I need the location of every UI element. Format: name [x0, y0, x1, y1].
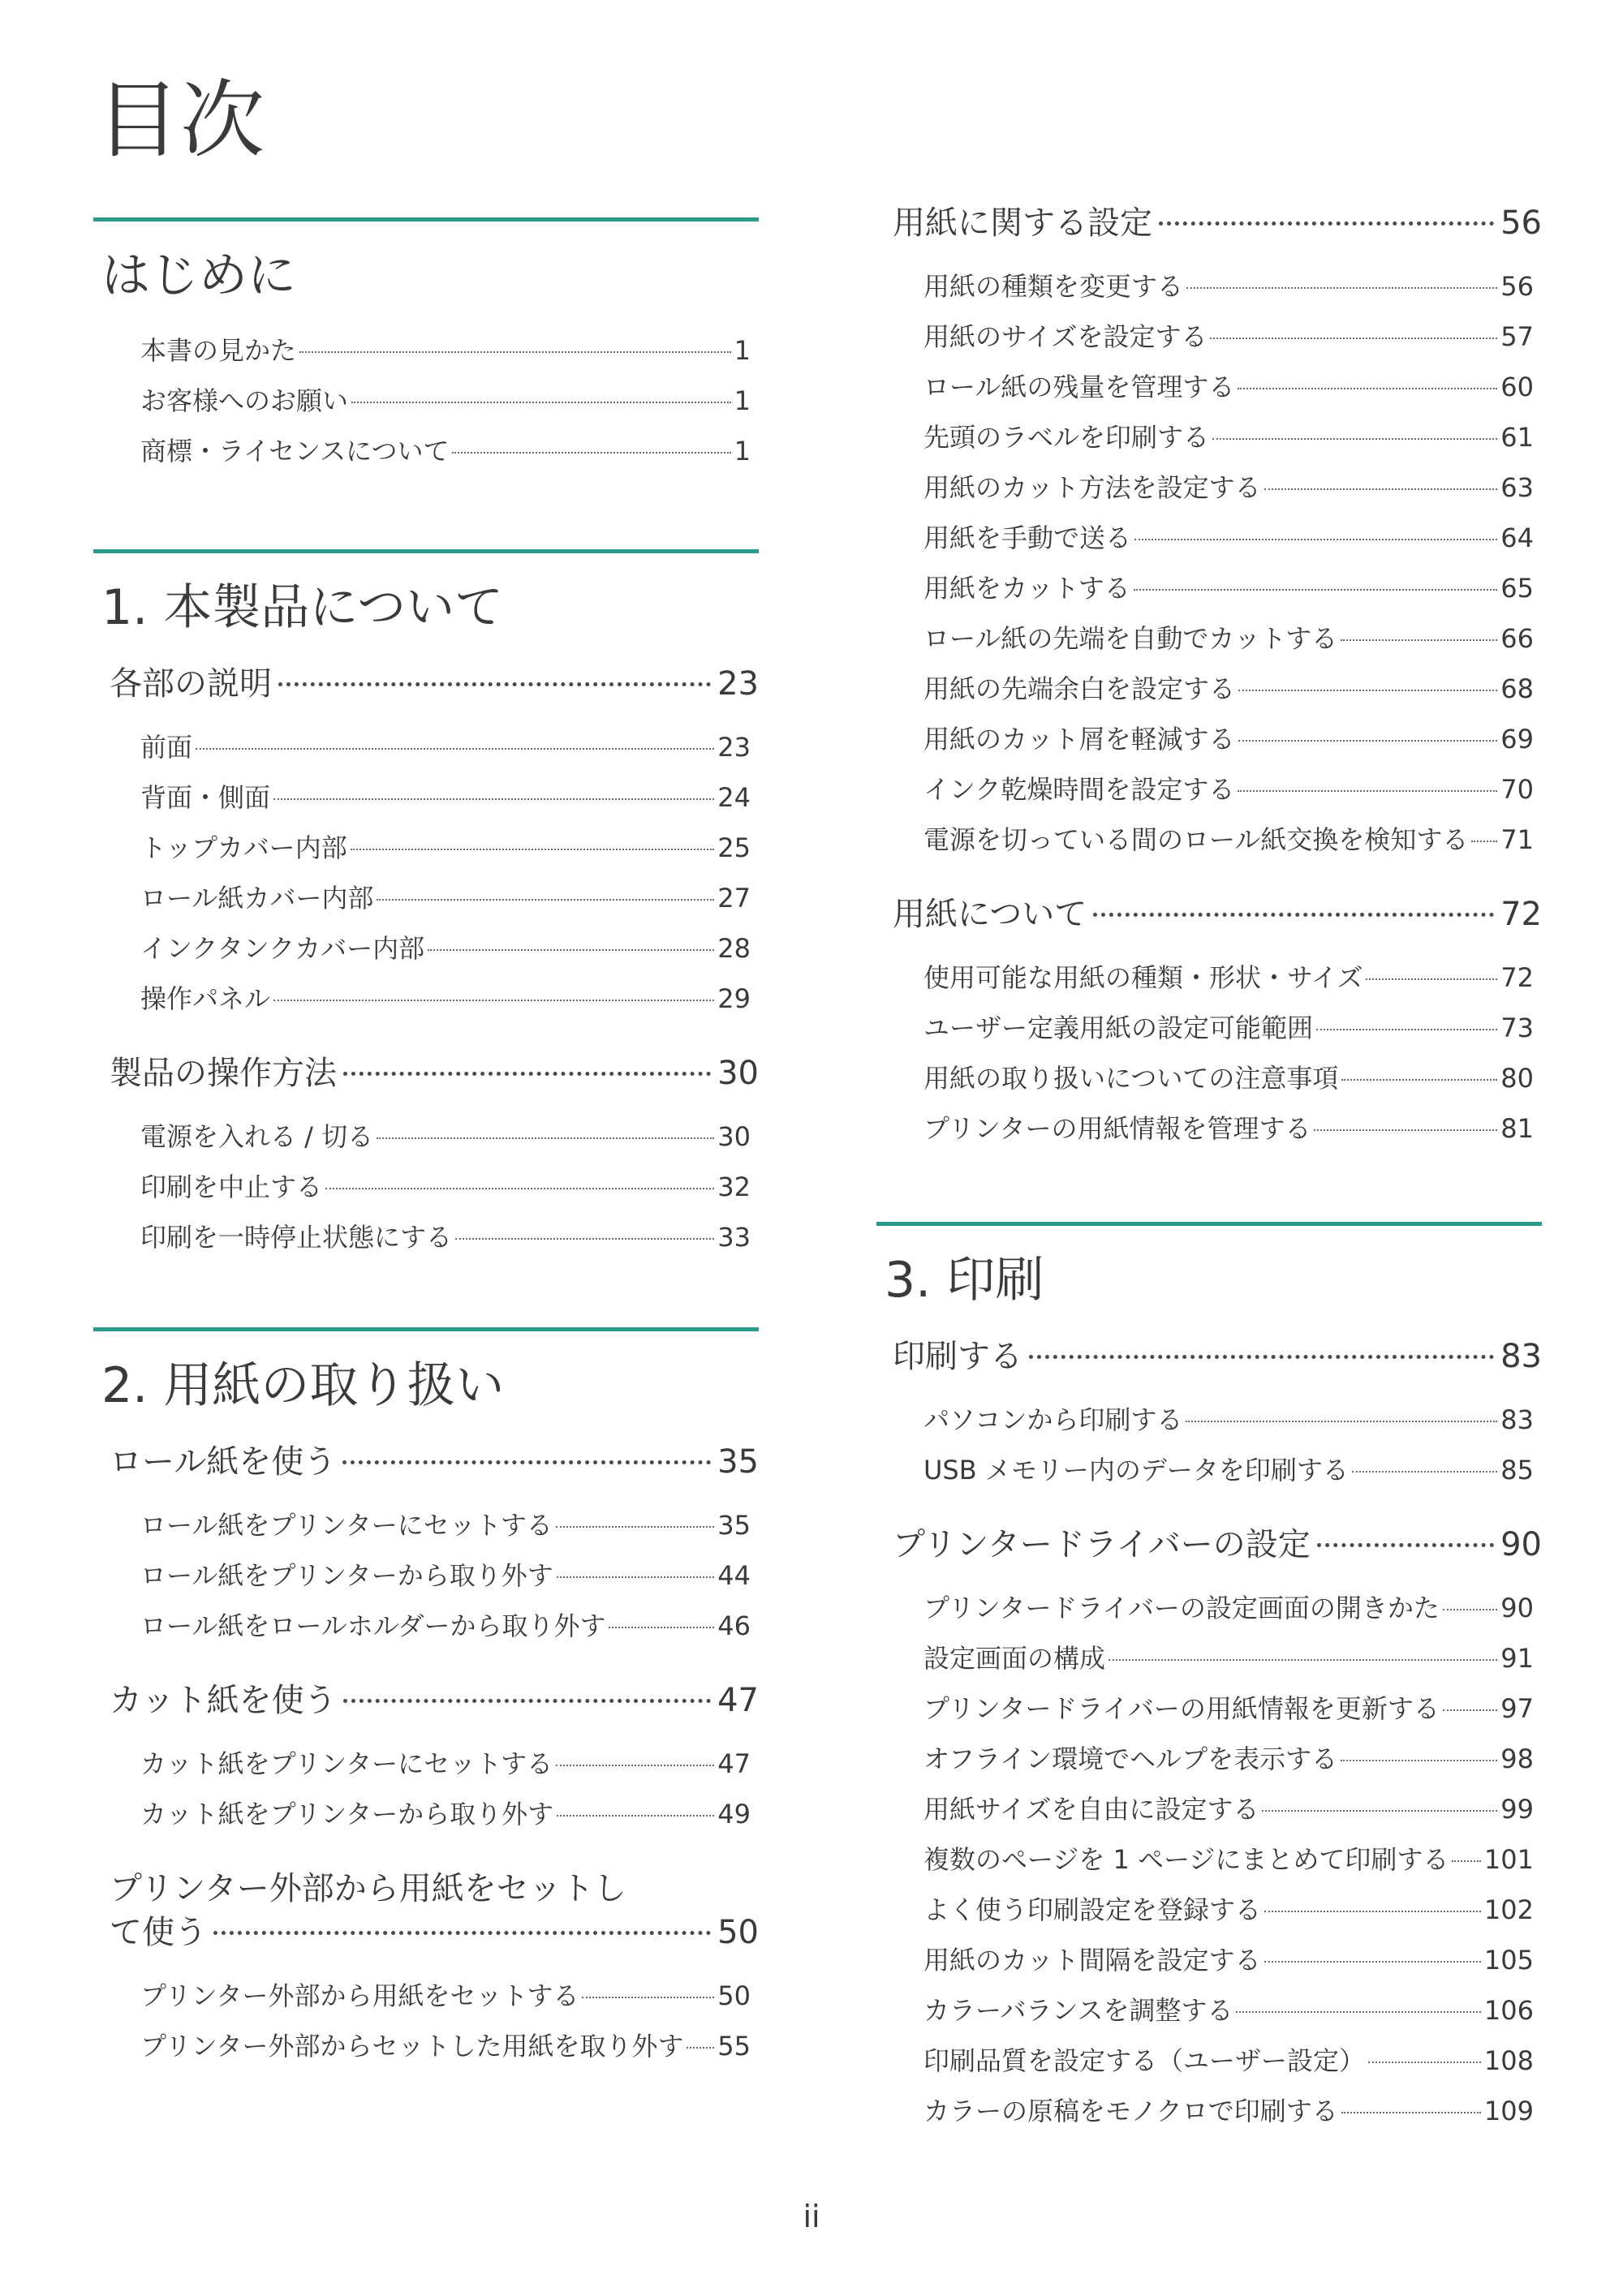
- dot-leader: [582, 1997, 714, 1998]
- entry-label: 印刷を一時停止状態にする: [140, 1222, 453, 1253]
- entry-label: 本書の見かた: [140, 335, 297, 366]
- chapter-2: [93, 1327, 759, 2071]
- chapter-title: 2. 用紙の取り扱い: [101, 1357, 505, 1414]
- entry-label: カット紙をプリンターから取り外す: [140, 1799, 554, 1829]
- page-number: ii: [803, 2199, 820, 2234]
- dot-leader: [1341, 1079, 1497, 1081]
- entry-label: ロール紙の先端を自動でカットする: [923, 623, 1338, 654]
- entry-page: 73: [1500, 1013, 1534, 1043]
- toc-entry[interactable]: [923, 1784, 1534, 1834]
- dot-leader: [1238, 790, 1497, 792]
- toc-entry[interactable]: [923, 1633, 1534, 1683]
- dot-leader: [1317, 1543, 1494, 1547]
- entry-list: [876, 1583, 1542, 2136]
- section-heading[interactable]: [93, 1867, 759, 1954]
- entry-label: カラーバランスを調整する: [923, 1995, 1233, 2026]
- entry-page: 35: [717, 1510, 751, 1541]
- entry-label: よく使う印刷設定を登録する: [923, 1894, 1262, 1925]
- chapter-title: 3. 印刷: [885, 1252, 1044, 1309]
- section-heading[interactable]: [876, 892, 1542, 936]
- dot-leader: [1314, 1129, 1497, 1131]
- entry-label: ユーザー定義用紙の設定可能範囲: [923, 1013, 1314, 1043]
- toc-entry[interactable]: [923, 1985, 1534, 2036]
- dot-leader: [351, 402, 731, 403]
- toc-section: [93, 662, 759, 1024]
- dot-leader: [273, 1000, 714, 1001]
- toc-section: [93, 1051, 759, 1262]
- entry-page: 29: [717, 983, 751, 1014]
- entry-page: 33: [717, 1222, 751, 1253]
- entry-label: カラーの原稿をモノクロで印刷する: [923, 2096, 1338, 2126]
- section-page: 90: [1500, 1526, 1542, 1563]
- section-label: 印刷する: [893, 1338, 1022, 1375]
- entry-list: [93, 1500, 759, 1651]
- dot-leader: [1159, 221, 1494, 226]
- toc-entry[interactable]: [923, 513, 1534, 563]
- entry-page: 105: [1483, 1945, 1534, 1976]
- dot-leader: [1210, 338, 1497, 339]
- dot-leader: [325, 1188, 714, 1189]
- entry-page: 69: [1500, 724, 1534, 755]
- section-page: 50: [717, 1914, 759, 1951]
- entry-label: プリンタードライバーの用紙情報を更新する: [923, 1693, 1440, 1724]
- toc-entry[interactable]: [140, 325, 751, 376]
- section-label: 用紙について: [893, 896, 1087, 933]
- entry-page: 81: [1500, 1113, 1534, 1144]
- entry-page: 1: [734, 335, 751, 366]
- toc-entry[interactable]: [140, 1111, 751, 1162]
- entry-page: 64: [1500, 522, 1534, 553]
- toc-section: [93, 1440, 759, 1651]
- toc-entry[interactable]: [923, 613, 1534, 664]
- entry-label: お客様へのお願い: [140, 385, 349, 416]
- dot-leader: [1238, 690, 1497, 691]
- section-heading[interactable]: [876, 1335, 1542, 1378]
- entry-label: 設定画面の構成: [923, 1643, 1106, 1674]
- entry-page: 66: [1500, 623, 1534, 654]
- dot-leader: [1109, 1659, 1497, 1661]
- section-label-line1: プリンター外部から用紙をセットし: [110, 1870, 626, 1907]
- entry-list: [876, 1395, 1542, 1495]
- entry-page: 72: [1500, 962, 1534, 993]
- entry-label: 用紙のカット方法を設定する: [923, 472, 1261, 503]
- entry-page: 109: [1483, 2096, 1534, 2126]
- dot-leader: [1341, 2112, 1481, 2113]
- section-page: 35: [717, 1443, 759, 1481]
- dot-leader: [455, 1238, 714, 1240]
- section-heading[interactable]: [93, 662, 759, 706]
- toc-entry[interactable]: [140, 1212, 751, 1262]
- entry-label: トップカバー内部: [140, 832, 347, 863]
- section-label: 用紙に関する設定: [893, 204, 1152, 242]
- toc-section: [876, 1335, 1542, 1495]
- entry-page: 50: [717, 1980, 751, 2011]
- section-heading[interactable]: [93, 1440, 759, 1484]
- dot-leader: [377, 1137, 714, 1139]
- toc-entry[interactable]: [923, 1003, 1534, 1053]
- toc-entry[interactable]: [140, 1162, 751, 1212]
- entry-label: 電源を入れる / 切る: [140, 1121, 374, 1152]
- toc-entry[interactable]: [140, 1789, 751, 1839]
- entry-page: 46: [717, 1610, 751, 1641]
- dot-leader: [1443, 1609, 1497, 1610]
- entry-list: [93, 1971, 759, 2071]
- chapter-title: 1. 本製品について: [101, 579, 504, 636]
- dot-leader: [1264, 1961, 1481, 1963]
- entry-page: 57: [1500, 321, 1534, 352]
- section-label: て使う: [110, 1914, 207, 1951]
- dot-leader: [1316, 1029, 1497, 1030]
- dot-leader: [1029, 1355, 1494, 1359]
- entry-label: 先頭のラベルを印刷する: [923, 422, 1210, 453]
- toc-entry[interactable]: [140, 2021, 751, 2071]
- dot-leader: [556, 1526, 714, 1528]
- entry-label: USB メモリー内のデータを印刷する: [923, 1455, 1349, 1486]
- entry-label: 用紙を手動で送る: [923, 522, 1132, 553]
- entry-label: インクタンクカバー内部: [140, 933, 425, 964]
- entry-label: 用紙のカット屑を軽減する: [923, 724, 1235, 755]
- dot-leader: [1238, 388, 1497, 389]
- dot-leader: [342, 1460, 711, 1464]
- entry-page: 25: [717, 832, 751, 863]
- toc-entry[interactable]: [923, 952, 1534, 1003]
- entry-page: 65: [1500, 573, 1534, 604]
- entry-page: 55: [717, 2031, 751, 2062]
- dot-leader: [428, 949, 714, 951]
- dot-leader: [1186, 287, 1497, 289]
- entry-label: ロール紙をプリンターから取り外す: [140, 1560, 553, 1591]
- section-label: カット紙を使う: [110, 1682, 337, 1719]
- toc-entry[interactable]: [923, 563, 1534, 613]
- section-label: ロール紙を使う: [110, 1443, 337, 1481]
- toc-entry[interactable]: [923, 1103, 1534, 1154]
- entry-page: 61: [1500, 422, 1534, 453]
- entry-label: 用紙の種類を変更する: [923, 271, 1184, 302]
- entry-page: 47: [717, 1748, 751, 1779]
- entry-label: インク乾燥時間を設定する: [923, 774, 1235, 805]
- entry-label: プリンター外部から用紙をセットする: [140, 1980, 579, 2011]
- entry-page: 102: [1483, 1894, 1534, 1925]
- toc-entry[interactable]: [923, 1935, 1534, 1985]
- entry-label: 印刷品質を設定する（ユーザー設定）: [923, 2045, 1366, 2076]
- dot-leader: [351, 849, 715, 850]
- entry-list: [93, 1111, 759, 1262]
- toc-entry[interactable]: [923, 2086, 1534, 2136]
- dot-leader: [1134, 589, 1498, 591]
- dot-leader: [687, 2047, 714, 2049]
- entry-label: 操作パネル: [140, 983, 271, 1014]
- toc-entry[interactable]: [140, 772, 751, 823]
- toc-section: [876, 892, 1542, 1154]
- entry-label: 用紙のサイズを設定する: [923, 321, 1208, 352]
- toc-section: [93, 1867, 759, 2071]
- dot-leader: [273, 798, 714, 800]
- entry-page: 91: [1500, 1643, 1534, 1674]
- section-page: 56: [1500, 204, 1542, 242]
- entry-label: 商標・ライセンスについて: [140, 436, 450, 467]
- entry-page: 101: [1483, 1844, 1534, 1875]
- entry-label: 背面・側面: [140, 782, 271, 813]
- section-label: 各部の説明: [110, 665, 272, 703]
- dot-leader: [1366, 978, 1497, 980]
- entry-page: 106: [1483, 1995, 1534, 2026]
- entry-list: [876, 261, 1542, 865]
- entry-page: 90: [1500, 1593, 1534, 1623]
- dot-leader: [377, 899, 714, 901]
- toc-entry[interactable]: [923, 764, 1534, 815]
- page-title: 目次: [96, 71, 265, 170]
- section-heading[interactable]: [876, 1523, 1542, 1567]
- entry-label: 用紙サイズを自由に設定する: [923, 1794, 1259, 1825]
- toc-entry[interactable]: [140, 974, 751, 1024]
- entry-list: [93, 1739, 759, 1839]
- toc-section: [876, 1523, 1542, 2136]
- toc-entry[interactable]: [923, 2036, 1534, 2086]
- entry-page: 98: [1500, 1743, 1534, 1774]
- dot-leader: [1341, 1760, 1497, 1761]
- toc-entry[interactable]: [140, 722, 751, 772]
- entry-page: 32: [717, 1172, 751, 1202]
- toc-entry[interactable]: [923, 312, 1534, 362]
- toc-section: [876, 201, 1542, 865]
- entry-label: 電源を切っている間のロール紙交換を検知する: [923, 824, 1469, 855]
- dot-leader: [1352, 1471, 1497, 1473]
- toc-entry[interactable]: [923, 1834, 1534, 1885]
- dot-leader: [1341, 639, 1497, 641]
- entry-label: パソコンから印刷する: [923, 1404, 1183, 1435]
- entry-page: 24: [717, 782, 751, 813]
- toc-right-column: [876, 201, 1542, 2136]
- entry-label: ロール紙の残量を管理する: [923, 372, 1235, 402]
- toc-entry[interactable]: [140, 1601, 751, 1651]
- entry-list: [93, 325, 759, 476]
- entry-page: 30: [717, 1121, 751, 1152]
- dot-leader: [299, 351, 731, 353]
- dot-leader: [557, 1576, 714, 1578]
- chapter-title: はじめに: [101, 247, 296, 304]
- toc-entry[interactable]: [923, 1734, 1534, 1784]
- toc-entry[interactable]: [140, 1739, 751, 1789]
- chapter-1: [93, 549, 759, 1262]
- dot-leader: [196, 748, 714, 750]
- entry-label: 用紙のカット間隔を設定する: [923, 1945, 1261, 1976]
- dot-leader: [1212, 438, 1497, 440]
- toc-entry[interactable]: [140, 923, 751, 974]
- dot-leader: [213, 1931, 711, 1935]
- toc-entry[interactable]: [923, 1395, 1534, 1445]
- entry-label: プリンターの用紙情報を管理する: [923, 1113, 1311, 1144]
- section-page: 83: [1500, 1338, 1542, 1375]
- dot-leader: [1264, 488, 1498, 490]
- toc-entry[interactable]: [923, 412, 1534, 462]
- entry-label: ロール紙をプリンターにセットする: [140, 1510, 553, 1541]
- entry-label: オフライン環境でヘルプを表示する: [923, 1743, 1338, 1774]
- entry-label: 使用可能な用紙の種類・形状・サイズ: [923, 962, 1363, 993]
- dot-leader: [1134, 539, 1497, 540]
- dot-leader: [609, 1627, 714, 1628]
- section-heading[interactable]: [93, 1051, 759, 1095]
- toc-entry[interactable]: [140, 426, 751, 476]
- entry-page: 60: [1500, 372, 1534, 402]
- toc-entry[interactable]: [923, 462, 1534, 513]
- entry-page: 71: [1500, 824, 1534, 855]
- dot-leader: [556, 1765, 714, 1766]
- entry-label: カット紙をプリンターにセットする: [140, 1748, 553, 1779]
- entry-label: 用紙の先端余白を設定する: [923, 673, 1236, 704]
- section-heading[interactable]: [876, 201, 1542, 245]
- toc-entry[interactable]: [923, 1683, 1534, 1734]
- entry-page: 28: [717, 933, 751, 964]
- toc-entry[interactable]: [923, 1583, 1534, 1633]
- toc-entry[interactable]: [140, 1500, 751, 1550]
- toc-entry[interactable]: [923, 664, 1534, 714]
- toc-entry[interactable]: [140, 823, 751, 873]
- toc-section: [93, 1679, 759, 1839]
- entry-page: 68: [1500, 673, 1534, 704]
- entry-label: 用紙の取り扱いについての注意事項: [923, 1063, 1339, 1094]
- section-label: プリンタードライバーの設定: [893, 1526, 1311, 1563]
- section-label-line2: [110, 1911, 759, 1954]
- dot-leader: [1443, 1709, 1497, 1711]
- entry-page: 49: [717, 1799, 751, 1829]
- entry-label: プリンター外部からセットした用紙を取り外す: [140, 2031, 684, 2062]
- entry-label: ロール紙カバー内部: [140, 883, 374, 914]
- toc-entry[interactable]: [923, 1445, 1534, 1495]
- toc-entry[interactable]: [923, 1885, 1534, 1935]
- dot-leader: [343, 1699, 711, 1703]
- entry-label: ロール紙をロールホルダーから取り外す: [140, 1610, 606, 1641]
- entry-page: 27: [717, 883, 751, 914]
- toc-entry[interactable]: [923, 1053, 1534, 1103]
- entry-label: 印刷を中止する: [140, 1172, 323, 1202]
- section-page: 47: [717, 1682, 759, 1719]
- section-label: 製品の操作方法: [110, 1055, 337, 1092]
- entry-page: 99: [1500, 1794, 1534, 1825]
- dot-leader: [1368, 2062, 1481, 2063]
- entry-page: 63: [1500, 472, 1534, 503]
- chapter-3: [876, 1222, 1542, 2136]
- dot-leader: [1186, 1421, 1497, 1422]
- entry-page: 23: [717, 732, 751, 763]
- entry-label: 複数のページを 1 ページにまとめて印刷する: [923, 1844, 1449, 1875]
- chapter-intro: [93, 217, 759, 476]
- dot-leader: [1238, 740, 1498, 742]
- toc-entry[interactable]: [923, 362, 1534, 412]
- dot-leader: [452, 452, 730, 454]
- dot-leader: [557, 1815, 714, 1817]
- entry-page: 44: [717, 1560, 751, 1591]
- entry-page: 108: [1483, 2045, 1534, 2076]
- entry-page: 97: [1500, 1693, 1534, 1724]
- dot-leader: [343, 1072, 711, 1076]
- entry-page: 80: [1500, 1063, 1534, 1094]
- entry-list: [93, 722, 759, 1024]
- toc-entry[interactable]: [923, 714, 1534, 764]
- dot-leader: [1471, 841, 1497, 842]
- entry-label: プリンタードライバーの設定画面の開きかた: [923, 1593, 1440, 1623]
- entry-label: 用紙をカットする: [923, 573, 1130, 604]
- toc-entry[interactable]: [140, 873, 751, 923]
- toc-entry[interactable]: [140, 1550, 751, 1601]
- toc-entry[interactable]: [923, 261, 1534, 312]
- section-page: 72: [1500, 896, 1542, 933]
- section-heading[interactable]: [93, 1679, 759, 1722]
- entry-page: 56: [1500, 271, 1534, 302]
- entry-label: 前面: [140, 732, 193, 763]
- dot-leader: [1452, 1860, 1480, 1862]
- entry-page: 1: [734, 436, 751, 467]
- toc-entry[interactable]: [140, 1971, 751, 2021]
- entry-list: [876, 952, 1542, 1154]
- entry-page: 85: [1500, 1455, 1534, 1486]
- section-page: 30: [717, 1055, 759, 1092]
- toc-entry[interactable]: [140, 376, 751, 426]
- dot-leader: [1236, 2011, 1480, 2013]
- section-page: 23: [717, 665, 759, 703]
- dot-leader: [1264, 1911, 1481, 1912]
- toc-left-column: [93, 217, 759, 2071]
- entry-page: 83: [1500, 1404, 1534, 1435]
- entry-page: 1: [734, 385, 751, 416]
- dot-leader: [1093, 913, 1494, 917]
- dot-leader: [278, 682, 711, 686]
- entry-page: 70: [1500, 774, 1534, 805]
- dot-leader: [1262, 1810, 1497, 1812]
- toc-entry[interactable]: [923, 815, 1534, 865]
